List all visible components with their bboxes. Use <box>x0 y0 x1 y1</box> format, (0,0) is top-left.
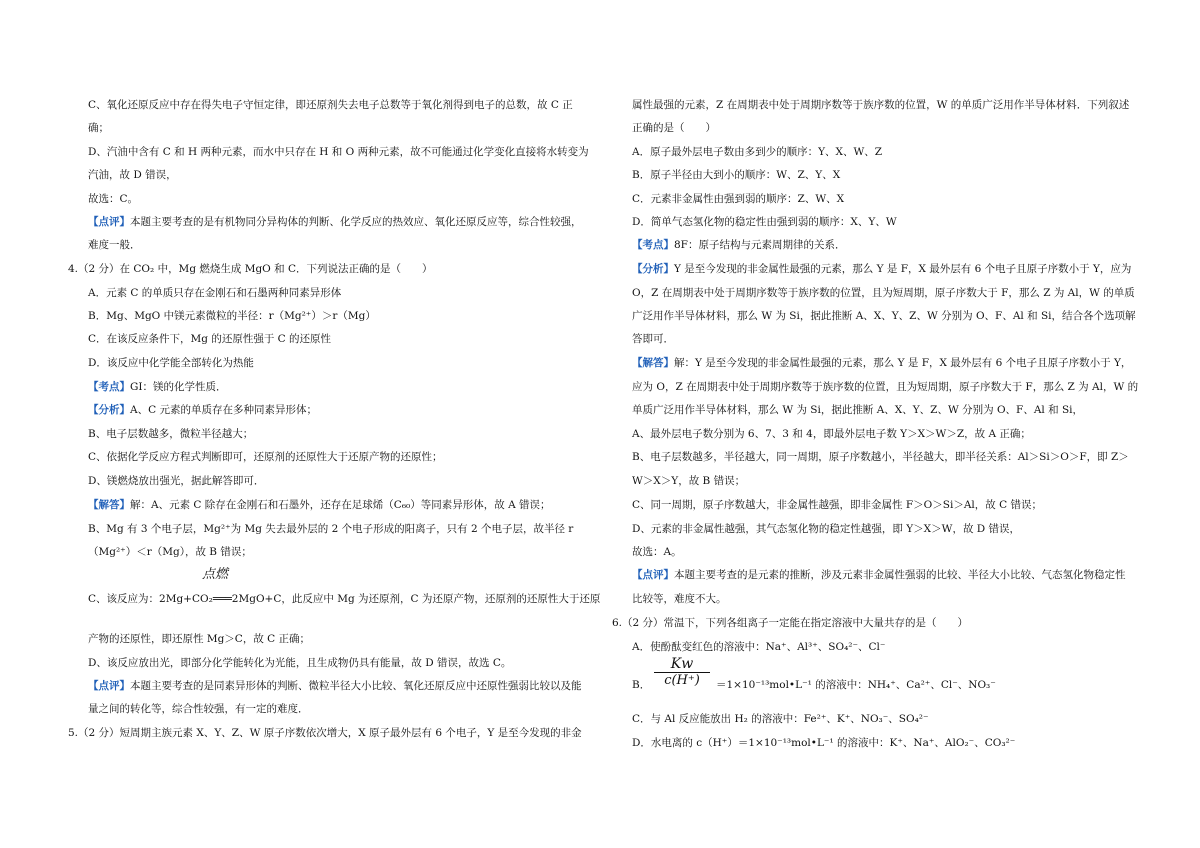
option-b-prefix: B． <box>632 679 651 691</box>
text-line: A、最外层电子数分别为 6、7、3 和 4，即最外层电子数 Y＞X＞W＞Z，故 A 正确； <box>632 428 1031 440</box>
comment-text: 本题主要考查的是元素的推断，涉及元素非金属性强弱的比较、半径大小比较、气态氢化物稳定性 <box>674 569 1126 581</box>
option-d: D．该反应中化学能全部转化为热能 <box>88 357 254 369</box>
comment-line <box>632 568 1126 582</box>
knowledge-tag: 【考点】 <box>88 381 130 393</box>
fraction-numerator: Kw <box>670 656 694 672</box>
reaction-line: C、该反应为：2Mg+CO₂═══2MgO+C，此反应中 Mg 为还原剂，C 为还原产物，还原剂的还原性大于还原 <box>88 593 601 605</box>
text-line: 汽油，故 D 错误， <box>88 169 177 181</box>
text-line: 故选：A。 <box>632 546 682 558</box>
analysis-line <box>88 403 317 417</box>
analysis-tag: 【分析】 <box>632 263 674 275</box>
option-c: C．元素非金属性由强到弱的顺序：Z、W、X <box>632 193 845 205</box>
question-5: 5.（2 分）短周期主族元素 X、Y、Z、W 原子序数依次增大，X 原子最外层有 6 个电子，Y 是至今发现的非金 <box>68 727 582 739</box>
text-line: B、电子层数越多，微粒半径越大； <box>88 428 254 440</box>
text-line: 正确的是（ ） <box>632 122 716 134</box>
option-b: B．原子半径由大到小的顺序：W、Z、Y、X <box>632 169 841 181</box>
text-line: 单质广泛用作半导体材料，那么 W 为 Si，据此推断 A、X、Y、Z、W 分别为 O、F、Al 和 Si， <box>632 404 1084 416</box>
text-line: 答即可． <box>632 333 674 345</box>
option-b: ＝1×10⁻¹³mol•L⁻¹ 的溶液中：NH₄⁺、Ca²⁺、Cl⁻、NO₃⁻ <box>716 679 996 691</box>
text-line: D、该反应放出光，即部分化学能转化为光能，且生成物仍具有能量，故 D 错误，故选 C。 <box>88 657 512 669</box>
question-4: 4.（2 分）在 CO₂ 中，Mg 燃烧生成 MgO 和 C．下列说法正确的是（ ） <box>68 263 433 275</box>
comment-tag: 【点评】 <box>88 680 130 692</box>
answer-tag: 【解答】 <box>88 499 130 511</box>
option-d: D．简单气态氢化物的稳定性由强到弱的顺序：X、Y、W <box>632 216 897 228</box>
text-line: 产物的还原性，即还原性 Mg＞C，故 C 正确； <box>88 633 311 645</box>
knowledge-point <box>88 380 227 394</box>
option-a: A．原子最外层电子数由多到少的顺序：Y、X、W、Z <box>632 146 883 158</box>
question-6: 6.（2 分）常温下，下列各组离子一定能在指定溶液中大量共存的是（ ） <box>612 617 969 629</box>
answer-text: 解：A、元素 C 除存在金刚石和石墨外，还存在足球烯（C₆₀）等同素异形体，故 A 错误； <box>130 499 551 511</box>
text-line: 比较等，难度不大。 <box>632 593 727 605</box>
fraction-kw-over-ch <box>650 657 714 688</box>
text-line: B、Mg 有 3 个电子层，Mg²⁺为 Mg 失去最外层的 2 个电子形成的阳离子，只有 2 个电子层，故半径 r <box>88 523 574 535</box>
text-line: 广泛用作半导体材料，那么 W 为 Si，据此推断 A、X、Y、Z、W 分别为 O、F、Al 和 Si，结合各个选项解 <box>632 310 1136 322</box>
knowledge-tag: 【考点】 <box>632 239 674 251</box>
option-c: C．与 Al 反应能放出 H₂ 的溶液中：Fe²⁺、K⁺、NO₃⁻、SO₄²⁻ <box>632 713 929 725</box>
answer-line <box>88 498 551 512</box>
option-b: B．Mg、MgO 中镁元素微粒的半径：r（Mg²⁺）＞r（Mg） <box>88 310 376 322</box>
analysis-tag: 【分析】 <box>88 404 130 416</box>
knowledge-point <box>632 238 845 252</box>
ignite-condition: 点燃 <box>202 567 229 582</box>
text-line: 难度一般． <box>88 239 141 251</box>
text-line: B、电子层数越多，半径越大，同一周期，原子序数越小，半径越大，即半径关系：Al＞Si＞O＞F，即 Z＞ <box>632 451 1129 463</box>
text-line: C、依据化学反应方程式判断即可，还原剂的还原性大于还原产物的还原性； <box>88 451 443 463</box>
answer-tag: 【解答】 <box>632 357 674 369</box>
text-line: W＞X＞Y，故 B 错误； <box>632 475 746 487</box>
text-line: C、同一周期，原子序数越大，非金属性越强，即非金属性 F＞O＞Si＞Al，故 C 错误； <box>632 499 1042 511</box>
text-line: D、汽油中含有 C 和 H 两种元素，而水中只存在 H 和 O 两种元素，故不可能通过化学变化直接将水转变为 <box>88 146 589 158</box>
option-a: A．元素 C 的单质只存在金刚石和石墨两种同素异形体 <box>88 287 342 299</box>
option-c: C．在该反应条件下，Mg 的还原性强于 C 的还原性 <box>88 333 332 345</box>
analysis-text: Y 是至今发现的非金属性最强的元素，那么 Y 是 F，X 最外层有 6 个电子且原子序数小于 Y，应为 <box>674 263 1132 275</box>
text-line: O，Z 在周期表中处于周期序数等于族序数的位置，且为短周期，原子序数大于 F，那么 Z 为 Al，W 的单质 <box>632 287 1135 299</box>
answer-line <box>632 356 1131 370</box>
answer-text: 解：Y 是至今发现的非金属性最强的元素，那么 Y 是 F，X 最外层有 6 个电子且原子序数小于 Y， <box>674 357 1132 369</box>
comment-line <box>88 679 582 693</box>
text-line: 确； <box>88 122 109 134</box>
text-line: 应为 O，Z 在周期表中处于周期序数等于族序数的位置，且为短周期，原子序数大于 F，那么 Z 为 Al，W 的 <box>632 381 1139 393</box>
comment-tag: 【点评】 <box>632 569 674 581</box>
comment-text: 本题主要考查的是同素异形体的判断、微粒半径大小比较、氧化还原反应中还原性强弱比较以及能 <box>130 680 582 692</box>
text-line: （Mg²⁺）＜r（Mg），故 B 错误； <box>88 546 252 558</box>
knowledge-text: GI：镁的化学性质． <box>130 381 227 393</box>
text-line: 量之间的转化等，综合性较强，有一定的难度． <box>88 703 309 715</box>
text-line: 属性最强的元素，Z 在周期表中处于周期序数等于族序数的位置，W 的单质广泛用作半导体材料．下列叙述 <box>632 99 1130 111</box>
text-line: C、氧化还原反应中存在得失电子守恒定律，即还原剂失去电子总数等于氧化剂得到电子的总数，故 C 正 <box>88 99 573 111</box>
option-d: D．水电离的 c（H⁺）＝1×10⁻¹³mol•L⁻¹ 的溶液中：K⁺、Na⁺、AlO₂⁻、CO₃²⁻ <box>632 737 1016 749</box>
fraction-denominator: c(H⁺) <box>664 673 700 688</box>
comment-text: 本题主要考查的是有机物同分异构体的判断、化学反应的热效应、氧化还原反应等，综合性较强， <box>130 216 582 228</box>
text-line: 故选：C。 <box>88 193 139 205</box>
comment-tag: 【点评】 <box>88 216 130 228</box>
option-a: A．使酚酞变红色的溶液中：Na⁺、Al³⁺、SO₄²⁻、Cl⁻ <box>632 641 886 653</box>
analysis-line <box>632 262 1131 276</box>
knowledge-text: 8F：原子结构与元素周期律的关系． <box>674 239 846 251</box>
analysis-text: A、C 元素的单质存在多种同素异形体； <box>130 404 317 416</box>
text-line: D、镁燃烧放出强光，据此解答即可． <box>88 475 265 487</box>
text-line: D、元素的非金属性越强，其气态氢化物的稳定性越强，即 Y＞X＞W，故 D 错误， <box>632 523 1021 535</box>
comment-line <box>88 215 582 229</box>
